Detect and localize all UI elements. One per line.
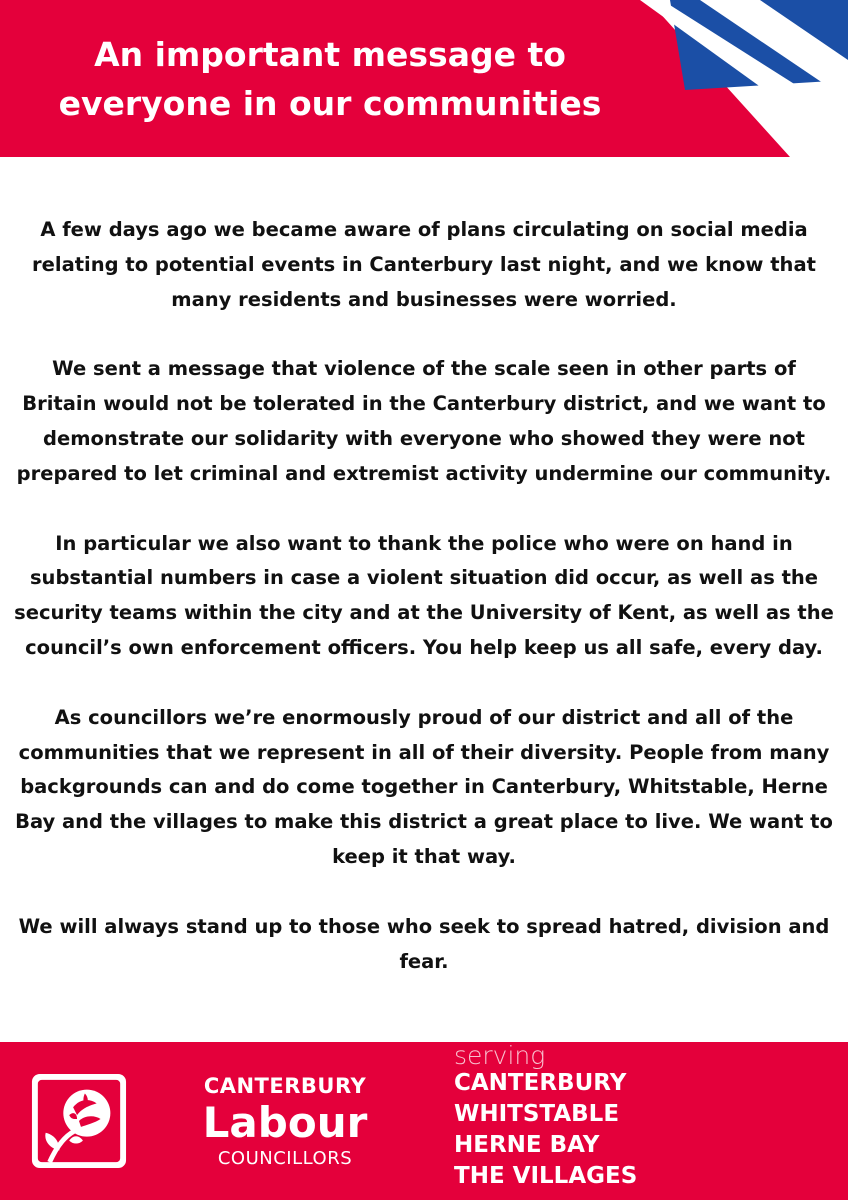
- paragraph-2: We sent a message that violence of the scale seen in other parts of Britain would not be tolerated in the Canterbury district, and we want to demonstrate our solidarity with everyone who showed they were not prepared to let criminal and extremist activity undermine our community.: [16, 357, 832, 485]
- serving-area-item: WHITSTABLE: [454, 1101, 620, 1127]
- paragraph-4: As councillors we’re enormously proud of our district and all of the communities that we represent in all of their diversity. People from many backgrounds can and do come together in Canterbury, Whitstable, Herne Bay and the villages to make this district a great place to live. We want to keep it that way.: [15, 705, 833, 868]
- brand-bottom-text: COUNCILLORS: [217, 1148, 353, 1169]
- canterbury-labour-brand: [180, 1072, 390, 1172]
- paragraph-5: We will always stand up to those who seek to spread hatred, division and fear.: [18, 914, 830, 973]
- brand-top-text: CANTERBURY: [203, 1074, 367, 1098]
- title-line-1: An important message to: [94, 35, 566, 74]
- serving-areas: [454, 1041, 638, 1192]
- serving-label: serving: [454, 1041, 546, 1070]
- labour-rose-logo: [30, 1072, 128, 1170]
- page-title: [0, 30, 660, 128]
- serving-area-item: CANTERBURY: [454, 1070, 627, 1096]
- union-flag-graphic: [640, 0, 848, 157]
- serving-area-item: HERNE BAY: [454, 1132, 600, 1158]
- title-line-2: everyone in our communities: [58, 84, 602, 123]
- paragraph-3: In particular we also want to thank the police who were on hand in substantial numbers in case a violent situation did occur, as well as the security teams within the city and at the University of Kent, as well as the council’s own enforcement officers. You help keep us all safe, every day.: [14, 531, 834, 659]
- rose-icon: [30, 1072, 128, 1170]
- header-banner: [0, 0, 848, 157]
- message-body: [14, 213, 834, 1014]
- footer-banner: [0, 1042, 848, 1200]
- serving-area-item: THE VILLAGES: [454, 1163, 638, 1189]
- paragraph-1: A few days ago we became aware of plans circulating on social media relating to potential events in Canterbury last night, and we know that many residents and businesses were worried.: [32, 218, 816, 311]
- brand-main-text: Labour: [202, 1098, 368, 1147]
